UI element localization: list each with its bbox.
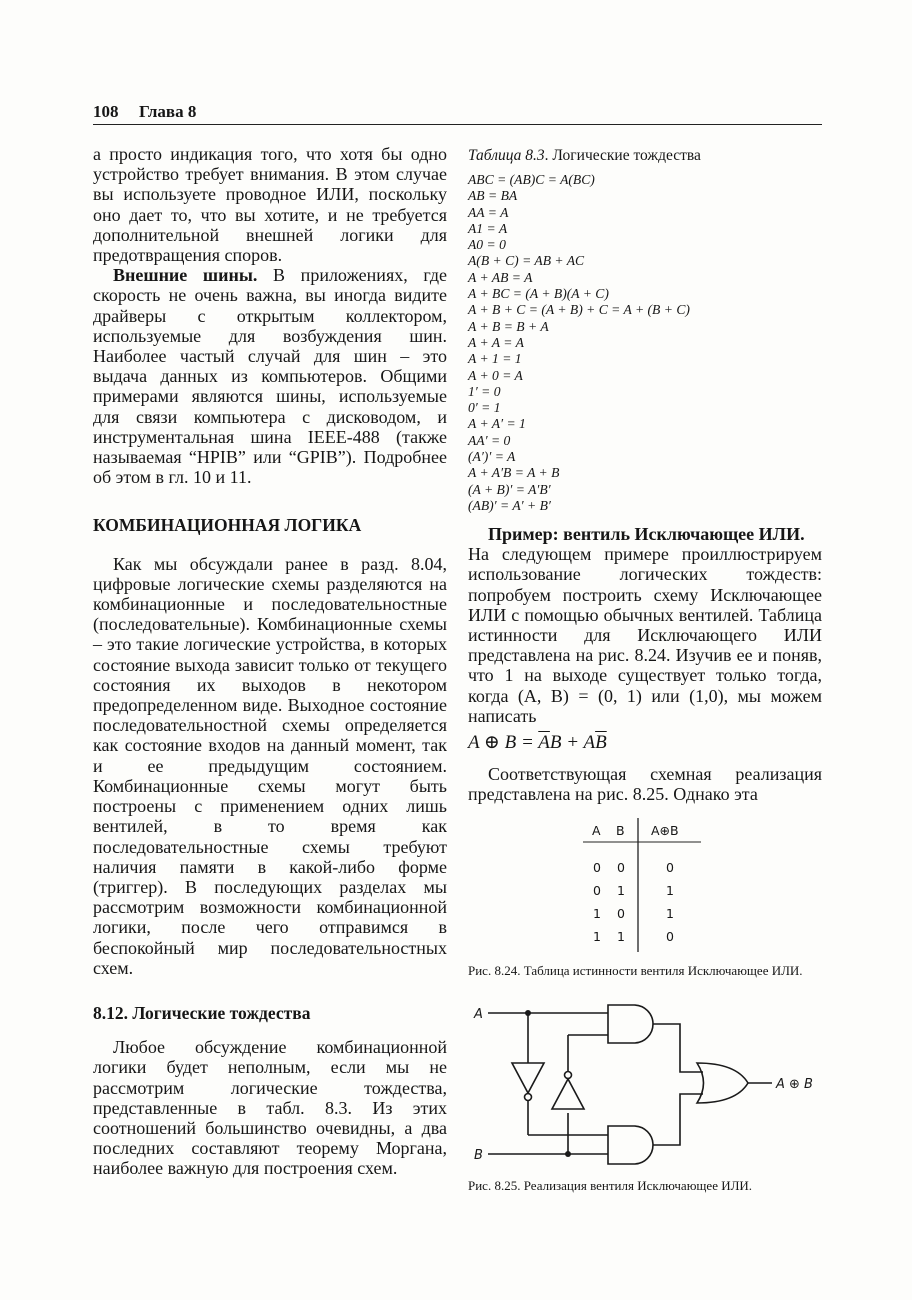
section-title: КОМБИНАЦИОННАЯ ЛОГИКА xyxy=(93,515,362,536)
cell-a: 1 xyxy=(593,929,601,944)
input-b-label: B xyxy=(474,1148,483,1163)
cell-out: 1 xyxy=(666,906,674,921)
table-caption-text: . Логические тождества xyxy=(544,147,701,164)
identity-row: A + B = B + A xyxy=(468,318,549,334)
identity-row: A(B + C) = AB + AC xyxy=(468,253,585,269)
external-buses-paragraph xyxy=(93,265,447,487)
upper-and-gate xyxy=(608,1005,653,1043)
formula-bar-b: $\overline{B}$ xyxy=(595,732,607,753)
identity-row: A + AB = A xyxy=(468,269,533,285)
xor-formula xyxy=(468,731,607,754)
truth-table xyxy=(583,818,713,958)
cell-b: 0 xyxy=(617,860,625,875)
example-block xyxy=(468,524,822,726)
intro-paragraph: а просто индикация того, что хотя бы одно устройство требует внимания. В этом случае вы используете проводное ИЛИ, поскольку оно дает то, что вы хотите, и не требуется дополнительной внешней логики для предотвращения споров. xyxy=(93,144,447,266)
cell-out: 1 xyxy=(666,883,674,898)
identity-row: A + A′B = A + B xyxy=(468,465,560,481)
identity-row: A + BC = (A + B)(A + C) xyxy=(468,286,609,302)
identities-paragraph: Любое обсуждение комбинационной логики будет неполным, если мы не рассмотрим логические тождества, представленные в табл. 8.3. Из этих соотношений большинство очевидны, а два последних составляют теорему Моргана, наиболее важную для построения схем. xyxy=(93,1037,447,1179)
page-header xyxy=(93,100,822,125)
combinational-paragraph: Как мы обсуждали ранее в разд. 8.04, цифровые логические схемы разделяются на комбинационные и последовательностные (последовательные). Комбинационные схемы – это такие логические устройства, в которых состояние выхода зависит только от текущего состояния их выходов в некотором предопределенном виде. Выходное состояние последовательностной схемы определяется как состояние входов на данный момент, так и ее предыдущим состоянием. Комбинационные схемы могут быть построены с применением одних лишь вентилей, в то время как последовательностные схемы требуют наличия памяти в какой-либо форме (триггер). В последующих разделах мы рассмотрим возможности комбинационной логики, после чего отправимся в беспокойный мир последовательностных схем. xyxy=(93,553,447,978)
fig-8-25-caption: Рис. 8.25. Реализация вентиля Исключающее ИЛИ. xyxy=(468,1178,753,1193)
identity-row: A0 = 0 xyxy=(468,237,506,253)
cell-b: 1 xyxy=(617,883,625,898)
identity-row: 1′ = 0 xyxy=(468,383,501,399)
identity-row: ABC = (AB)C = A(BC) xyxy=(468,172,595,187)
identity-row: A + 0 = A xyxy=(468,367,523,383)
identity-row: AA = A xyxy=(468,204,509,220)
wire-upper-and-out xyxy=(653,1024,703,1072)
formula-lhs: A ⊕ B = xyxy=(468,732,539,753)
cell-a: 1 xyxy=(593,906,601,921)
identity-row: A + B + C = (A + B) + C = A + (B + C) xyxy=(468,302,690,318)
inverter-a-triangle xyxy=(512,1063,544,1093)
or-gate xyxy=(697,1063,748,1103)
external-buses-text: В приложениях, где скорость не очень важна, вы иногда видите драйверы с открытым коллектором, используемые для возбуждения шин. Наиболее частый случай для шин – это выдача данных из компьютеров. Общими примерами являются шины, используемые для связи компьютера с дисководом, и инструментальная шина IEEE-488 (также называемая “HPIB” или “GPIB”). Подробнее об этом в гл. 10 и 11. xyxy=(93,265,447,488)
junction-b xyxy=(565,1151,571,1157)
identity-row: (AB)′ = A′ + B′ xyxy=(468,497,551,513)
xor-circuit-diagram xyxy=(468,1001,824,1173)
identity-row: A + 1 = 1 xyxy=(468,351,522,367)
cell-out: 0 xyxy=(666,860,674,875)
cell-b: 1 xyxy=(617,929,625,944)
header-xor: A⊕B xyxy=(651,823,679,838)
example-title: Пример: вентиль Исключающее ИЛИ. xyxy=(488,524,805,544)
external-buses-title: Внешние шины. xyxy=(113,265,258,286)
cell-out: 0 xyxy=(666,929,674,944)
example-paragraph: На следующем примере проиллюстрируем использование логических тождеств: попробуем построить схему Исключающее ИЛИ с помощью обычных вентилей. Таблица истинности для Исключающего ИЛИ представлена на рис. 8.24. Изучив ее и поняв, что 1 на выходе существует только тогда, когда (A, B) = (0, 1) или (1,0), мы можем написать xyxy=(468,544,822,726)
identity-row: A1 = A xyxy=(468,220,508,236)
identity-row: 0′ = 1 xyxy=(468,400,501,416)
lower-and-gate xyxy=(608,1126,653,1164)
after-formula-paragraph: Соответствующая схемная реализация представлена на рис. 8.25. Однако эта xyxy=(468,764,822,805)
identity-row: AB = BA xyxy=(468,188,518,204)
inverter-b-triangle xyxy=(552,1079,584,1109)
table-caption-label: Таблица 8.3 xyxy=(468,147,545,164)
header-b: B xyxy=(616,823,625,838)
identity-row: (A + B)′ = A′B′ xyxy=(468,481,551,497)
input-a-label: A xyxy=(474,1007,483,1022)
page-number: 108 xyxy=(93,102,119,121)
junction-a xyxy=(525,1010,531,1016)
cell-b: 0 xyxy=(617,906,625,921)
output-label: A ⊕ B xyxy=(776,1077,813,1092)
wire-lower-and-out xyxy=(653,1094,703,1145)
identity-row: AA′ = 0 xyxy=(468,432,511,448)
after-formula-block xyxy=(468,764,822,804)
chapter-title: Глава 8 xyxy=(139,102,197,121)
cell-a: 0 xyxy=(593,883,601,898)
cell-a: 0 xyxy=(593,860,601,875)
left-column xyxy=(93,144,447,1179)
formula-bar-a: $\overline{A}$ xyxy=(538,732,550,753)
table-caption xyxy=(468,147,701,165)
fig-8-24-caption: Рис. 8.24. Таблица истинности вентиля Исключающее ИЛИ. xyxy=(468,963,803,978)
subsection-title: 8.12. Логические тождества xyxy=(93,1002,311,1023)
truth-table-lines xyxy=(583,818,713,958)
identity-row: (A′)′ = A xyxy=(468,449,516,465)
identity-row: A + A′ = 1 xyxy=(468,416,526,432)
identity-row: A + A = A xyxy=(468,334,524,350)
identities-list xyxy=(468,172,690,514)
header-a: A xyxy=(592,823,601,838)
formula-middle: B + A xyxy=(549,732,596,753)
